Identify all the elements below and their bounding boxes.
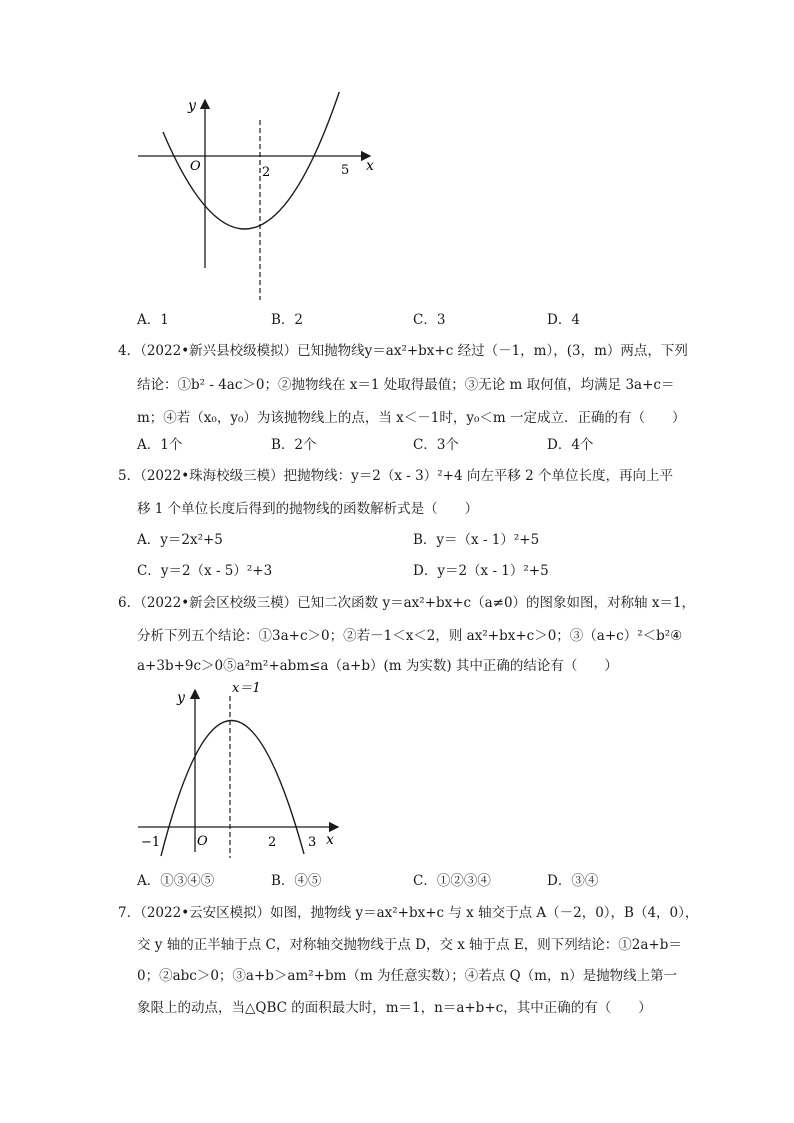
q6-stem-line-3: a+3b+9c＞0⑤a²m²+abm≤a（a+b）(m 为实数) 其中正确的结论有（ ） bbox=[137, 658, 618, 674]
figure-2-parabola-graph bbox=[133, 678, 353, 863]
symmetry-axis-label: x＝1 bbox=[232, 681, 261, 696]
parabola-curve bbox=[161, 720, 304, 856]
q5-option-b[interactable]: B．y＝（x - 1）²+5 bbox=[413, 532, 540, 548]
q6-option-a[interactable]: A．①③④⑤ bbox=[137, 873, 215, 889]
q4-option-d[interactable]: D．4个 bbox=[547, 437, 594, 453]
tick-label-neg1: −1 bbox=[141, 835, 161, 850]
q7-stem-line-4: 象限上的动点，当△QBC 的面积最大时，m＝1，n＝a+b+c，其中正确的有（ ） bbox=[137, 1000, 652, 1016]
tick-label-3: 3 bbox=[308, 835, 317, 850]
q5-option-d[interactable]: D．y＝2（x - 1）²+5 bbox=[413, 563, 549, 579]
origin-label: O bbox=[190, 159, 201, 174]
x-axis-label: x bbox=[366, 158, 374, 174]
tick-label-2: 2 bbox=[262, 165, 271, 180]
q3-option-c[interactable]: C．3 bbox=[413, 312, 446, 328]
q7-stem-line-2: 交 y 轴的正半轴于点 C，对称轴交抛物线于点 D，交 x 轴于点 E，则下列结论：①2a+b＝ bbox=[137, 937, 682, 953]
q3-option-a[interactable]: A．1 bbox=[137, 312, 169, 328]
q6-stem-line-2: 分析下列五个结论：①3a+c＞0；②若－1＜x＜2，则 ax²+bx+c＞0；③（a+c）²＜b²④ bbox=[137, 628, 683, 644]
q6-option-d[interactable]: D．③④ bbox=[547, 873, 599, 889]
tick-label-5: 5 bbox=[341, 163, 350, 178]
x-axis-label: x bbox=[326, 832, 334, 848]
q4-stem-line-3: m；④若（x₀，y₀）为该抛物线上的点，当 x＜－1时，y₀＜m 一定成立．正确的有（ ） bbox=[137, 410, 686, 426]
q3-option-d[interactable]: D．4 bbox=[547, 312, 580, 328]
q7-stem-line-3: 0；②abc＞0；③a+b＞am²+bm（m 为任意实数）；④若点 Q（m，n）是抛物线上第一 bbox=[137, 968, 678, 984]
origin-label: O bbox=[197, 834, 208, 849]
tick-label-2: 2 bbox=[268, 835, 277, 850]
q4-option-b[interactable]: B．2个 bbox=[271, 437, 317, 453]
q5-option-c[interactable]: C．y＝2（x - 5）²+3 bbox=[137, 563, 273, 579]
q7-stem-line-1: 7．（2022•云安区模拟）如图，抛物线 y＝ax²+bx+c 与 x 轴交于点 A（－2，0），B（4，0）， bbox=[118, 905, 699, 921]
y-axis-label: y bbox=[177, 690, 185, 706]
q4-stem-line-2: 结论：①b² - 4ac＞0；②抛物线在 x＝1 处取得最值；③无论 m 取何值，均满足 3a+c＝ bbox=[137, 377, 675, 393]
q6-option-c[interactable]: C．①②③④ bbox=[413, 873, 491, 889]
q4-stem-line-1: 4．（2022•新兴县校级模拟）已知抛物线y＝ax²+bx+c 经过（－1，m），(3，m）两点，下列 bbox=[118, 343, 688, 359]
q4-option-c[interactable]: C．3个 bbox=[413, 437, 459, 453]
q6-option-b[interactable]: B．④⑤ bbox=[271, 873, 322, 889]
y-axis-label: y bbox=[188, 98, 196, 114]
q3-option-b[interactable]: B．2 bbox=[271, 312, 304, 328]
q6-stem-line-1: 6．（2022•新会区校级三模）已知二次函数 y＝ax²+bx+c（a≠0）的图象如图，对称轴 x＝1， bbox=[118, 595, 696, 611]
q5-stem-line-1: 5．（2022•珠海校级三模）把抛物线：y＝2（x - 3）²+4 向左平移 2 个单位长度，再向上平 bbox=[118, 468, 673, 484]
q5-stem-line-2: 移 1 个单位长度后得到的抛物线的函数解析式是（ ） bbox=[137, 501, 479, 517]
q5-option-a[interactable]: A．y＝2x²+5 bbox=[137, 532, 223, 548]
q4-option-a[interactable]: A．1个 bbox=[137, 437, 183, 453]
figure-1-parabola-graph bbox=[130, 92, 390, 304]
